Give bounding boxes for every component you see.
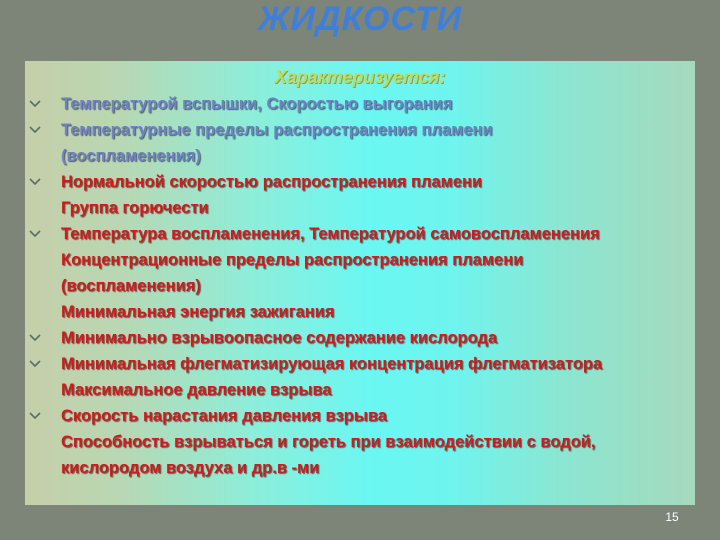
list-item <box>61 91 691 117</box>
list-item <box>61 403 691 429</box>
list-item <box>61 351 691 377</box>
list-item-text: Минимально взрывоопасное содержание кислорода <box>61 329 498 347</box>
list-item <box>61 195 691 221</box>
list-item-text: Максимальное давление взрыва <box>61 381 332 399</box>
list-item <box>61 377 691 403</box>
chevron-down-icon <box>27 95 43 111</box>
list-item <box>61 169 691 195</box>
slide-title: ЖИДКОСТИ <box>258 0 462 38</box>
list-item-text: (воспламенения) <box>61 277 201 295</box>
list-item <box>61 221 691 247</box>
list-item <box>61 429 691 481</box>
chevron-down-icon <box>27 407 43 423</box>
list-item-text: Нормальной скоростью распространения пламени <box>61 173 483 191</box>
list-item <box>61 117 691 169</box>
list-item-text: кислородом воздуха и др.в -ми <box>61 459 320 477</box>
list-item <box>61 325 691 351</box>
list-item <box>61 299 691 325</box>
list-item-text: Температурные пределы распространения пламени <box>61 121 493 139</box>
list-item <box>61 247 691 299</box>
list-item-text: Температурой вспышки, Скоростью выгорания <box>61 95 453 113</box>
list-item-text: Способность взрываться и гореть при взаимодействии с водой, <box>61 433 596 451</box>
list-item-text: Минимальная флегматизирующая концентрация флегматизатора <box>61 355 603 373</box>
chevron-down-icon <box>27 225 43 241</box>
list-item-text: Скорость нарастания давления взрыва <box>61 407 388 425</box>
chevron-down-icon <box>27 355 43 371</box>
list-item-text: Концентрационные пределы распространения пламени <box>61 251 524 269</box>
content-panel <box>25 61 695 505</box>
chevron-down-icon <box>27 121 43 137</box>
list-item-text: Группа горючести <box>61 199 209 217</box>
list-item-text: Температура воспламенения, Температурой самовоспламенения <box>61 225 600 243</box>
list-item-text: Минимальная энергия зажигания <box>61 303 335 321</box>
subheading: Характеризуется: <box>274 67 446 87</box>
page-number: 15 <box>665 510 679 524</box>
chevron-down-icon <box>27 173 43 189</box>
list-item-text: (воспламенения) <box>61 147 201 165</box>
chevron-down-icon <box>27 329 43 345</box>
